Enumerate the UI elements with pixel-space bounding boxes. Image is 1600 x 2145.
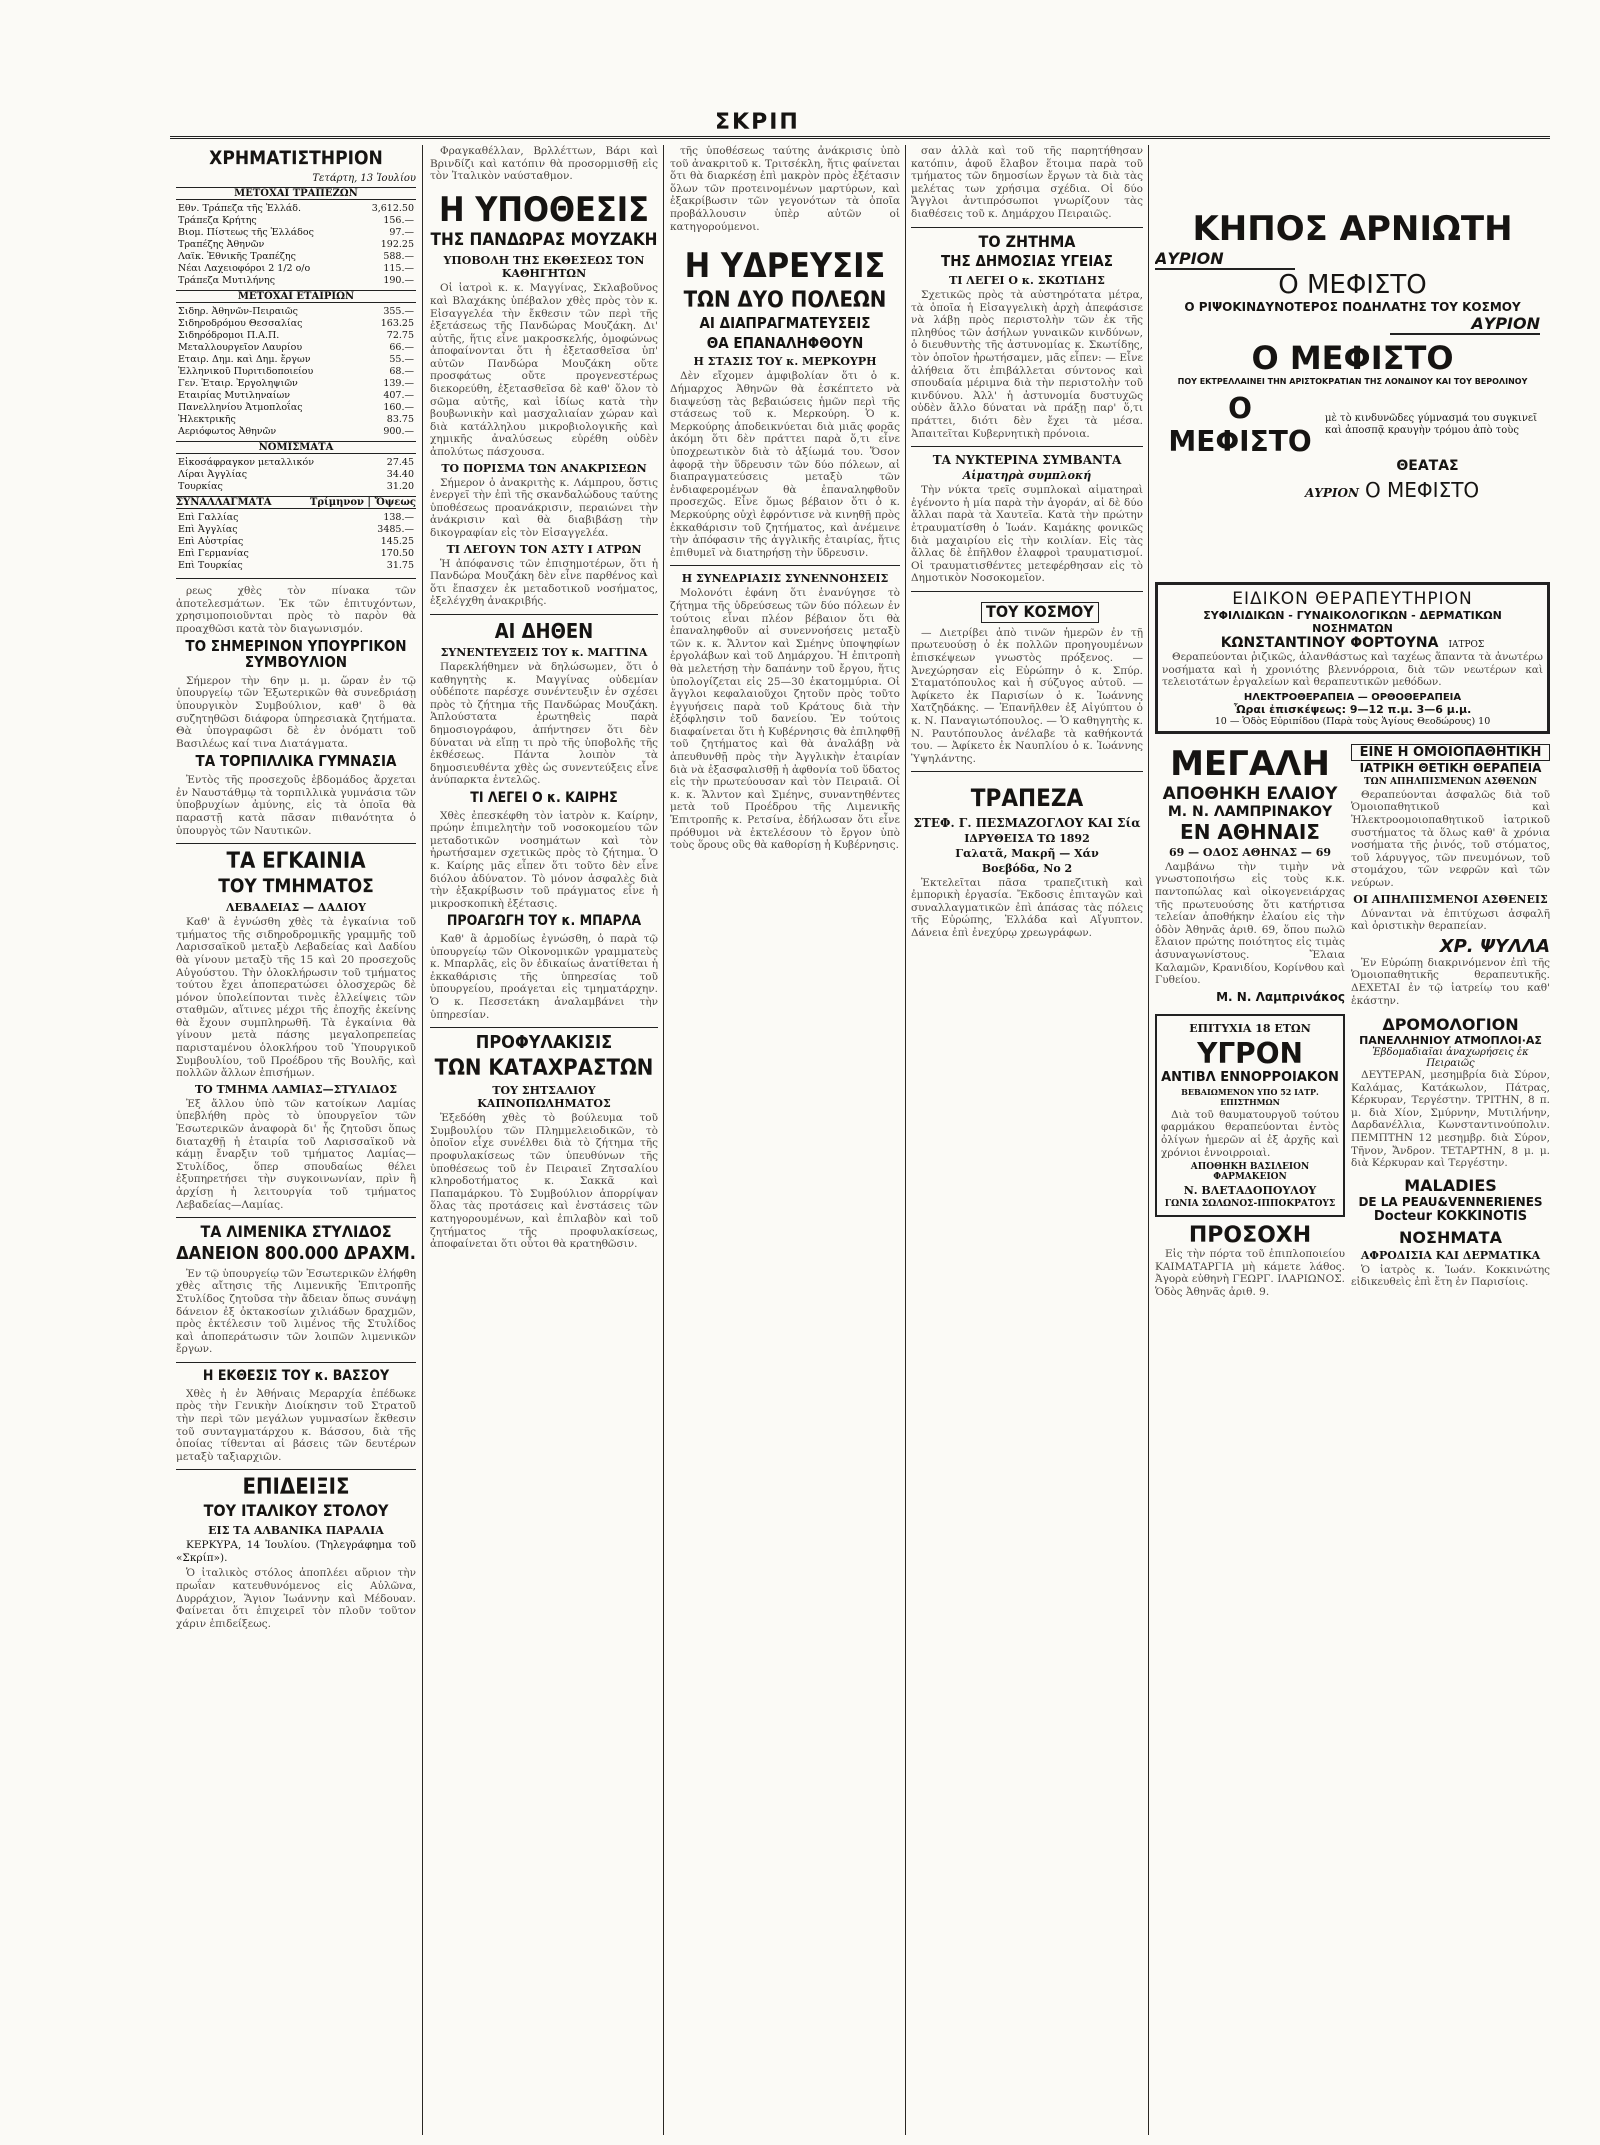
headline-torpedo: ΤΑ ΤΟΡΠΙΛΛΙΚΑ ΓΥΜΝΑΣΙΑ — [195, 752, 397, 771]
homeo-title-4: ΟΙ ΑΠΗΛΠΙΣΜΕΝΟΙ ΑΣΘΕΝΕΙΣ — [1353, 892, 1548, 906]
article-text: Καθ' ἃ ἀρμοδίως ἐγνώσθη, ὁ παρὰ τῷ ὑπουργείῳ τῶν Οἰκονομικῶν γραμματεὺς κ. Μπαρλᾶς, εἰς ὃν ἐδικαίως ἀνατίθεται ἡ ἐκκαθάρισις τῆς ὑπηρεσίας τοῦ ὑπουργείου, προάγεται εἰς τμηματάρχην. Ὁ κ. Πεσσετάκη ἀναλαμβάνει τὴν ὑπηρεσίαν. — [430, 933, 658, 1021]
row-value: 3485.— — [377, 523, 414, 535]
column-rule — [905, 145, 906, 2135]
row-value: 407.— — [383, 389, 414, 401]
maladies-doctor: Docteur KOKKINOTIS — [1373, 1208, 1528, 1224]
divider — [176, 1217, 416, 1218]
oil-title-2: ΑΠΟΘΗΚΗ ΕΛΑΙΟΥ — [1162, 783, 1338, 804]
ad-text: Λαμβάνω τὴν τιμὴν νὰ γνωστοποιήσω εἰς τοὺς κ.κ. παντοπώλας καὶ οἰκογενειάρχας τῆς πρωτευούσης ὅτι κατήρτισα τελείαν ἀποθήκην ἐλαίου εἰς τὴν ὁδὸν Ἀθηνᾶς ἀριθ. 69, ὅπου πωλῶ ἔλαιον πρώτης ποιότητος εἰς τιμὰς ἀσυναγωνίστους. Ἔλαια Καλαμῶν, Κρανιδίου, Κορίνθου καὶ Γυθείου. — [1155, 860, 1345, 987]
table-row — [176, 203, 416, 215]
route-title-2: ΠΑΝΕΛΛΗΝΙΟΥ ΑΤΜΟΠΛΟΙ·ΑΣ — [1359, 1034, 1542, 1048]
oil-owner: Μ. Ν. ΛΑΜΠΡΙΝΑΚΟΥ — [1167, 803, 1333, 820]
row-name: Μεταλλουργεῖον Λαυρίου — [178, 341, 303, 353]
table-row — [176, 354, 416, 366]
fx-table — [176, 512, 416, 572]
table-row — [176, 548, 416, 560]
garden-title: ΚΗΠΟΣ ΑΡΝΙΩΤΗ — [1192, 209, 1513, 249]
headline-inauguration-3: ΛΕΒΑΔΕΙΑΣ — ΔΑΔΙΟΥ — [226, 901, 366, 915]
column-5-ads — [1155, 145, 1550, 2135]
article-text: Χθὲς ἐπεσκέφθη τὸν ἰατρὸν κ. Καίρην, πρώην ἐπιμελητὴν τοῦ νοσοκομείου τῶν μεταδοτικῶν νοσημάτων καὶ τὸν ἠρωτήσαμεν σχετικῶς πρὸς τὸ ζήτημα. Ὁ κ. Καίρης μᾶς εἶπεν ὅτι τοῦτο δὲν εἶνε διόλου ἀδύνατον. Τὸ μόνον ἀσφαλὲς διὰ τὴν ἐξακρίβωσιν τοῦ πράγματος εἶνε ἡ μικροσκοπικὴ ἐξέτασις. — [430, 809, 658, 910]
row-name: Τραπέζης Ἀθηνῶν — [178, 238, 265, 250]
row-value: 97.— — [389, 226, 414, 238]
row-value: 34.40 — [386, 468, 414, 480]
row-name: Επὶ Γερμανίας — [178, 547, 249, 559]
bank-name: ΣΤΕΦ. Γ. ΠΕΣΜΑΖΟΓΛΟΥ ΚΑΙ Σία — [913, 815, 1141, 830]
divider — [430, 614, 658, 615]
row-value: 139.— — [383, 377, 414, 389]
oil-signature: Μ. Ν. Λαμπρινάκος — [1216, 989, 1345, 1004]
divider — [176, 1362, 416, 1363]
row-value: 355.— — [383, 305, 414, 317]
table-row — [176, 390, 416, 402]
row-value: 55.— — [389, 353, 414, 365]
table-row — [176, 469, 416, 481]
divider — [176, 578, 416, 579]
headline-water-2: ΤΩΝ ΔΥΟ ΠΟΛΕΩΝ — [683, 287, 887, 313]
table-row — [176, 330, 416, 342]
ad-text: Θεραπεύονται ῥιζικῶς, ἀλανθάστως καὶ ταχέως ἅπαντα τὰ ἀνωτέρω νοσήματα καὶ ἡ χρονιότης βλεννόρροια, διὰ τῶν νεωτέρων καὶ τελειοτάτων ἐργαλείων καὶ θεραπευτικῶν μεθόδων. — [1162, 651, 1543, 689]
ad-text: Εἰς τὴν πόρτα τοῦ ἐπιπλοποιείου ΚΑΙΜΑΤΑΡΓΙΑ μὴ κάμετε λάθος. Ἀγορὰ εὐθηνὴ ΓΕΩΡΓ. ΙΛΑΡΙΩΝΟΣ. Ὁδὸς Ἀθηνᾶς ἀριθ. 9. — [1155, 1248, 1345, 1298]
headline-vassou: Η ΕΚΘΕΣΙΣ ΤΟΥ κ. ΒΑΣΣΟΥ — [202, 1368, 390, 1385]
clinic-hours: Ὧραι ἐπισκέψεως: 9—12 π.μ. 3—6 μ.μ. — [1233, 702, 1472, 716]
companies-table — [176, 306, 416, 438]
row-name: Βιομ. Πίστεως τῆς Ἑλλάδος — [178, 226, 314, 238]
fx-subtitle: Τρίμηνον | Ὄψεως — [309, 496, 416, 508]
divider — [670, 565, 900, 566]
companies-header: ΜΕΤΟΧΑΙ ΕΤΑΙΡΙΩΝ — [176, 290, 416, 303]
mefisto-text: μὲ τὸ κινδυνῶδες γύμνασμά του συγκινεῖ καὶ ἀποσπᾷ κραυγὴν τρόμου ἀπὸ τοὺς — [1325, 413, 1538, 436]
article-text: Ἡ ἀπόφανσις τῶν ἐπισημοτέρων, ὅτι ἡ Πανδώρα Μουζάκη δὲν εἶνε παρθένος καὶ ὅτι ἔπασχεν ἐκ μεταδοτικοῦ νοσήματος, ἐξελέγχθη ἀνακριβής. — [430, 557, 658, 608]
tomorrow-row — [1305, 478, 1550, 502]
divider — [911, 591, 1143, 592]
headline-water-4: ΘΑ ΕΠΑΝΑΛΗΦΘΟΥΝ — [706, 333, 864, 352]
banks-table — [176, 203, 416, 287]
row-value: 160.— — [383, 401, 414, 413]
column-3 — [670, 145, 900, 2135]
headline-council: ΤΟ ΣΗΜΕΡΙΝΟΝ ΥΠΟΥΡΓΙΚΟΝ ΣΥΜΒΟΥΛΙΟΝ — [185, 637, 407, 672]
headline-prevention-3: ΤΟΥ ΣΗΤΣΑΛΙΟΥ ΚΑΠΝΟΠΩΛΗΜΑΤΟΣ — [477, 1084, 611, 1111]
table-row — [176, 402, 416, 414]
hygro-title-2: ΥΓΡΟΝ — [1197, 1036, 1303, 1070]
row-value: 115.— — [383, 262, 414, 274]
homeo-ad — [1351, 744, 1550, 1302]
homeo-title: ΕΙΝΕ Η ΟΜΟΙΟΠΑΘΗΤΙΚΗ — [1351, 744, 1550, 761]
route-title: ΔΡΟΜΟΛΟΓΙΟΝ — [1382, 1015, 1519, 1035]
fx-header — [176, 496, 416, 509]
hygro-ad — [1155, 1014, 1345, 1217]
maladies-title-2: DE LA PEAU&VENNERIENES — [1358, 1194, 1543, 1209]
column-2 — [430, 145, 658, 2135]
row-name: Τουρκίας — [178, 480, 223, 492]
headline-prevention: ΠΡΟΦΥΛΑΚΙΣΙΣ — [475, 1032, 613, 1054]
headline-inauguration-2: ΤΟΥ ΤΜΗΜΑΤΟΣ — [218, 875, 374, 898]
pharmacy-title: ΑΠΟΘΗΚΗ ΒΑΣΙΛΕΙΟΝ ΦΑΡΜΑΚΕΙΟΝ — [1190, 1162, 1310, 1183]
column-rule — [663, 145, 664, 2135]
article-text: Ἐν τῷ ὑπουργείῳ τῶν Ἐσωτερικῶν ἐλήφθη χθὲς αἴτησις τῆς Λιμενικῆς Ἐπιτροπῆς Στυλίδος ζητοῦσα τὴν ἄδειαν ὅπως συνάψῃ δάνειον ἐξ ὀκτακοσίων χιλιάδων δραχμῶν, πρὸς ἐκτέλεσιν τοῦ λιμένος τῆς Στυλίδος καὶ ἀποπεράτωσιν τῶν λοιπῶν λιμενικῶν ἔργων. — [176, 1267, 416, 1356]
ad-text: Θεραπεύονται ἀσφαλῶς διὰ τοῦ Ὁμοιοπαθητικοῦ καὶ Ἠλεκτροομοιοπαθητικοῦ ἰατρικοῦ συστήματος τὰ ὅλως καθ' ἃ χρόνια νοσήματα τῆς ῥινός, τοῦ στόματος, τοῦ λάρυγγος, τῶν πνευμόνων, τοῦ στομάχου, τῶν νεφρῶν καὶ τῶν νεύρων. — [1351, 788, 1550, 889]
clinic-doctor: ΚΩΝΣΤΑΝΤΙΝΟΥ ΦΟΡΤΟΥΝΑ — [1220, 635, 1439, 651]
headline-demo: ΕΠΙΔΕΙΞΙΣ — [242, 1475, 350, 1501]
table-row — [176, 263, 416, 275]
row-name: Εταιρ. Δημ. καὶ Δημ. ἔργων — [178, 353, 311, 365]
row-name: Επὶ Τουρκίας — [178, 559, 243, 571]
row-name: Νέαι Λαχειοφόροι 2 1/2 ο/ο — [178, 262, 311, 274]
clinic-electro: ΗΛΕΚΤΡΟΘΕΡΑΠΕΙΑ — ΟΡΘΟΘΕΡΑΠΕΙΑ — [1243, 691, 1462, 703]
row-name: Σιδηροδρόμου Θεσσαλίας — [178, 317, 303, 329]
hygro-title-3: ΑΝΤΙΒΛ ΕΝΝΟΡΡΟΙΑΚΟΝ — [1161, 1069, 1339, 1085]
headline-kairis: ΤΙ ΛΕΓΕΙ Ο κ. ΚΑΙΡΗΣ — [470, 789, 618, 806]
headline-case: Η ΥΠΟΘΕΣΙΣ — [438, 189, 650, 230]
pharmacy-name: Ν. ΒΛΕΤΑΔΟΠΟΥΛΟΥ — [1183, 1184, 1317, 1198]
article-text: Τὴν νύκτα τρεῖς συμπλοκαὶ αἱματηραὶ ἐγένοντο ἡ μία παρὰ τὴν ἀγοράν, αἱ δὲ δύο ἄλλαι παρὰ τὰ Χαυτεῖα. Κατὰ τὴν πρώτην ἐτραυματίσθη ὁ Ἰωάν. Καμάκης φονικῶς διὰ μαχαιρίου εἰς τὴν κοιλίαν. Εἰς τὰς ἄλλας δὲ ἐπῆλθον ἐλαφροὶ τραυματισμοί. Οἱ τραυματισθέντες μετεφέρθησαν εἰς τὸ Δημοτικὸν Νοσοκομεῖον. — [911, 484, 1143, 585]
headline-world: ΤΟΥ ΚΟΣΜΟΥ — [981, 602, 1099, 623]
tomorrow-label-2: ΑΥΡΙΟΝ — [1390, 314, 1540, 335]
article-text: Καθ' ἃ ἐγνώσθη χθὲς τὰ ἐγκαίνια τοῦ τμήματος τῆς σιδηροδρομικῆς γραμμῆς τοῦ Λαρισσαϊκοῦ μεταξὺ Λεβαδείας καὶ Δαδίου θὰ γίνουν μεταξὺ τῆς 15 καὶ 20 προσεχοῦς Αὐγούστου. Τὴν ὁλοκλήρωσιν τοῦ τμήματος τούτου ἔχει ἀποπερατώσει ὁλοσχερῶς δὲ μόνον ὑπολείπονται τινὲς ἐλλείψεις τῶν σταθμῶν, αἵτινες μέχρι τῆς ἐποχῆς ἐκείνης θὰ ἔχουν συμπληρωθῆ. Τὰ ἐγκαίνια θὰ γίνουν μετὰ πάσης μεγαλοπρεπείας παρισταμένου ὁλοκλήρου τοῦ Ὑπουργικοῦ Συμβουλίου, τοῦ Προέδρου τῆς Βουλῆς, καὶ πολλῶν ἄλλων ἐπισήμων. — [176, 916, 416, 1080]
headline-meet-2: ΣΥΝΕΝΤΕΥΞΕΙΣ ΤΟΥ κ. ΜΑΓΓΙΝΑ — [440, 645, 648, 659]
row-name: Επὶ Ἀγγλίας — [178, 523, 238, 535]
row-value: 27.45 — [386, 456, 414, 468]
hygro-title-4: ΒΕΒΑΙΩΜΕΝΟΝ ΥΠΟ 52 ΙΑΤΡ. ΕΠΙΣΤΗΜΩΝ — [1181, 1086, 1319, 1107]
corfu-dateline: ΚΕΡΚΥΡΑ, 14 Ἰουλίου. (Τηλεγράφημα τοῦ «Σκρίπ»). — [176, 1539, 416, 1564]
divider — [176, 843, 416, 844]
article-text: Ἐξεδόθη χθὲς τὸ βούλευμα τοῦ Συμβουλίου τῶν Πλημμελειοδικῶν, τὸ ὁποῖον εἶχε συνέλθει διὰ τὸ ζήτημα τῆς προφυλακίσεως τῶν ὑπευθύνων τῆς ὑποθέσεως τοῦ ἐν Πειραιεῖ Ζητσαλίου κληροδοτήματος κ. Σακκᾶ καὶ Παπαμάρκου. Τὸ Συμβούλιον ἀπορρίψαν ὅλας τὰς προτάσεις καὶ ἐνστάσεις τῶν κατηγορουμένων, καὶ ἐπιλαβὸν καὶ τοῦ ζητήματος τῆς προφυλακίσεως, ἀποφαίνεται ὅτι οὗτοι θὰ κρατηθῶσιν. — [430, 1112, 658, 1251]
row-name: Αεριόφωτος Ἀθηνῶν — [178, 425, 277, 437]
table-row — [176, 536, 416, 548]
headline-health-3: ΤΙ ΛΕΓΕΙ Ο κ. ΣΚΩΤΙΔΗΣ — [949, 274, 1105, 288]
row-name: Γεν. Ἑταιρ. Ἐργοληψιῶν — [178, 377, 298, 389]
clinic-doctor-row — [1162, 635, 1543, 651]
pharmacy-address: ΓΩΝΙΑ ΣΩΛΩΝΟΣ-ΙΠΠΟΚΡΑΤΟΥΣ — [1164, 1199, 1336, 1210]
maladies-title: MALADIES — [1404, 1175, 1497, 1195]
column-1 — [176, 145, 416, 2135]
table-row — [176, 426, 416, 438]
headline-promotion: ΠΡΟΑΓΩΓΗ ΤΟΥ κ. ΜΠΑΡΛΑ — [446, 913, 642, 930]
table-row — [176, 378, 416, 390]
article-text: Σχετικῶς πρὸς τὰ αὐστηρότατα μέτρα, τὰ ὁποῖα ἡ Εἰσαγγελικὴ ἀρχὴ ἀπεφάσισε νὰ λάβῃ πρὸς περιστολὴν τῶν ἐκ τῆς πληθύος τῶν ἀσήλων γυναικῶν κινδύνων, ὁ διευθυντὴς τῆς ἀστυνομίας κ. Σκωτίδης, τὸν ὁποῖον ἠρωτήσαμεν, μᾶς εἶπεν: — Εἶνε ἀλήθεια ὅτι ἐπιβάλλεται σύντονος καὶ σπουδαία μέριμνα διὰ τὴν περιστολὴν τοῦ κινδύνου. Ἀλλ' ἡ ἀστυνομία δυστυχῶς οὐδὲν ἄλλο δύναται νὰ πράξῃ παρ' ὅ,τι πράττει, διότι δὲν ἔχει τὰ μέσα. Ἀπαιτεῖται Κυβερνητικὴ πρόνοια. — [911, 289, 1143, 440]
row-name: Τράπεζα Μυτιλήνης — [178, 274, 276, 286]
row-name: Επὶ Γαλλίας — [178, 511, 239, 523]
mefisto-subtitle: Ο ΡΙΨΟΚΙΝΔΥΝΟΤΕΡΟΣ ΠΟΔΗΛΑΤΗΣ ΤΟΥ ΚΟΣΜΟΥ — [1184, 300, 1521, 314]
hygro-title: ΕΠΙΤΥΧΙΑ 18 ΕΤΩΝ — [1189, 1021, 1311, 1035]
oil-city: ΕΝ ΑΘΗΝΑΙΣ — [1180, 819, 1320, 844]
attention-title: ΠΡΟΣΟΧΗ — [1188, 1223, 1312, 1249]
row-value: 83.75 — [386, 413, 414, 425]
row-value: 31.20 — [386, 480, 414, 492]
headline-night-2: Αἱματηρὰ συμπλοκή — [962, 469, 1092, 483]
table-row — [176, 306, 416, 318]
diseases-title: ΝΟΣΗΜΑΤΑ — [1399, 1227, 1502, 1247]
headline-water: Η ΥΔΡΕΥΣΙΣ — [684, 246, 886, 287]
headline-health: ΤΟ ΖΗΤΗΜΑ — [978, 231, 1076, 251]
table-row — [176, 366, 416, 378]
oil-address: 69 — ΟΔΟΣ ΑΘΗΝΑΣ — 69 — [1168, 845, 1332, 859]
row-value: 138.— — [383, 511, 414, 523]
row-value: 170.50 — [380, 547, 414, 559]
headline-astu: ΤΙ ΛΕΓΟΥΝ ΤΟΝ ΑΣΤΥ Ι ΑΤΡΩΝ — [446, 542, 642, 556]
ad-text: ΔΕΥΤΕΡΑΝ, μεσημβρία διὰ Σύρον, Καλάμας, Κατάκωλον, Πάτρας, Κέρκυραν, Τεργέστην. ΤΡΙΤΗΝ, 8 π. μ. διὰ Χίον, Σμύρνην, Μυτιλήνην, Δαρδανέλλια, Κωνσταντινούπολιν. ΠΕΜΠΤΗΝ 12 μεσημβρ. διὰ Σύρον, Τῆνον, Ἄνδρον. ΤΕΤΑΡΤΗΝ, 8 μ. μ. διὰ Κέρκυραν καὶ Τεργέστην. — [1351, 1069, 1550, 1170]
row-value: 66.— — [389, 341, 414, 353]
article-text: Χθὲς ἡ ἐν Ἀθήναις Μεραρχία ἐπέδωκε πρὸς τὴν Γενικὴν Διοίκησιν τοῦ Στρατοῦ τὴν περὶ τῶν μεγάλων γυμνασίων ἔκθεσιν τοῦ συνταγματάρχου κ. Βάσσου, διὰ τῆς ὁποίας τίθενται αἱ βάσεις τῶν δευτέρων μεταξὺ ταξιαρχιῶν. — [176, 1387, 416, 1463]
row-value: 3,612.50 — [371, 202, 414, 214]
mefisto-title: Ο ΜΕΦΙΣΤΟ — [1278, 270, 1427, 300]
ad-text: Ἐν Εὐρώπῃ διακρινόμενον ἐπὶ τῆς Ὁμοιοπαθητικῆς θεραπευτικῆς. ΔΕΧΕΤΑΙ ἐν τῷ ἰατρείῳ του καθ' ἑκάστην. — [1351, 956, 1550, 1007]
row-name: Εταιρίας Μυτιληναίων — [178, 389, 291, 401]
homeo-title-2: ΙΑΤΡΙΚΗ ΘΕΤΙΚΗ ΘΕΡΑΠΕΙΑ — [1359, 760, 1542, 775]
table-row — [176, 227, 416, 239]
article-text: Σήμερον τὴν 6ην μ. μ. ὥραν ἐν τῷ ὑπουργείῳ τῶν Ἐξωτερικῶν θὰ συνεδριάσῃ ὑπουργικὸν Συμβούλιον, καθ' ὃ θὰ συζητηθῶσι διάφορα ὑπηρεσιακὰ ζητήματα. Θὰ ὑπογραφῶσι δὲ ἐν ὀνόματι τοῦ Βασιλέως καί τινα Διατάγματα. — [176, 674, 416, 750]
exchange-date: Τετάρτη, 13 Ἰουλίου — [312, 172, 416, 184]
table-row — [176, 215, 416, 227]
oil-title: ΜΕΓΑΛΗ — [1170, 743, 1330, 784]
clinic-role: ΙΑΤΡΟΣ — [1448, 640, 1485, 650]
row-value: 156.— — [383, 214, 414, 226]
row-name: Λίραι Ἀγγλίας — [178, 468, 248, 480]
article-text: Μολονότι ἐφάνη ὅτι ἐνανύγησε τὸ ζήτημα τῆς ὑδρεύσεως τῶν δύο πόλεων ἐν τούτοις εἶναι πλέον βέβαιον ὅτι θὰ ἐπαναληφθοῦν αἱ συνεννοήσεις μεταξὺ τῶν κ. κ. Ἄλντον καὶ Σμέηνς ὑποψηφίων ἐργολάβων καὶ τοῦ Δημάρχου. Ἡ ἐπιτροπὴ θὰ μελετήσῃ τὴν δαπάνην τοῦ ἔργου, ἥτις ὑπολογίζεται εἰς 25—30 ἑκατομμύρια. Οἱ ἄγγλοι κεφαλαιοῦχοι ζητοῦν πρὸς τοῦτο ἐγγυήσεις παρὰ τοῦ Κράτους διὰ τὴν ἐξόφλησιν τοῦ δανείου. Ἐν τούτοις διαφαίνεται ὅτι ἡ Κυβέρνησις θὰ ἐπιληφθῇ τοῦ ζητήματος καὶ θὰ ἀναλάβῃ νὰ ἀπευθυνθῇ πρὸς τὴν Ἀγγλικὴν ἑταιρίαν διὰ νὰ ἐξασφαλισθῇ ἡ ἀφθονία τοῦ ὕδατος εἰς τὴν πρωτεύουσαν καὶ τὸν Πειραιᾶ. Οἱ κ. κ. Ἄλντον καὶ Σμέηνς, συναντηθέντες μετὰ τοῦ Προέδρου τῆς Λιμενικῆς Ἐπιτροπῆς κ. Ρετσίνα, ἐδήλωσαν ὅτι εἶνε πρόθυμοι νὰ ἐκτελέσουν τὸ ἔργον ὑπὸ τοὺς ὅρους οὓς θὰ καθορίσῃ ἡ Κυβέρνησις. — [670, 587, 900, 852]
headline-result: ΤΟ ΠΟΡΙΣΜΑ ΤΩΝ ΑΝΑΚΡΙΣΕΩΝ — [441, 461, 647, 475]
headline-water-3: ΑΙ ΔΙΑΠΡΑΓΜΑΤΕΥΣΕΙΣ — [699, 313, 871, 332]
article-text: τῆς ὑποθέσεως ταύτης ἀνάκρισις ὑπὸ τοῦ ἀνακριτοῦ κ. Τριτσέκλη, ἥτις φαίνεται ὅτι θὰ διαρκέσῃ ἐπὶ μακρὸν πρὸς ἐξέτασιν ὅλων τῶν προτεινομένων μαρτύρων, καὶ ἐξακρίβωσιν τῶν γεγονότων τὰ ὁποῖα προβάλλουσιν ὑπὲρ αὐτῶν οἱ κατηγορούμενοι. — [670, 145, 900, 233]
coins-header: ΝΟΜΙΣΜΑΤΑ — [176, 441, 416, 454]
row-name: Ἠλεκτρικῆς — [178, 413, 236, 425]
banks-header: ΜΕΤΟΧΑΙ ΤΡΑΠΕΖΩΝ — [176, 187, 416, 200]
row-value: 900.— — [383, 425, 414, 437]
table-row — [176, 457, 416, 469]
clinic-ad — [1155, 582, 1550, 734]
oil-ad — [1155, 744, 1345, 1302]
row-name: Σιδηρόδρομοι Π.Α.Π. — [178, 329, 280, 341]
exchange-title: ΧΡΗΜΑΤΙΣΤΗΡΙΟΝ — [209, 147, 383, 169]
row-value: 588.— — [383, 250, 414, 262]
row-name: Σιδηρ. Ἀθηνῶν-Πειραιῶς — [178, 305, 298, 317]
divider — [176, 1469, 416, 1470]
table-row — [176, 318, 416, 330]
mefisto-row — [1155, 392, 1550, 458]
table-row — [176, 239, 416, 251]
mefisto-title-3: Ο ΜΕΦΙΣΤΟ — [1168, 392, 1312, 458]
bank-address-2: Βοεβόδα, Νο 2 — [981, 861, 1073, 875]
headline-water-5: Η ΣΤΑΣΙΣ ΤΟΥ κ. ΜΕΡΚΟΥΡΗ — [693, 355, 877, 369]
headline-case-3: ΥΠΟΒΟΛΗ ΤΗΣ ΕΚΘΕΣΕΩΣ ΤΟΝ ΚΑΘΗΓΗΤΩΝ — [443, 254, 645, 281]
headline-demo-2: ΤΟΥ ΙΤΑΛΙΚΟΥ ΣΤΟΛΟΥ — [203, 1501, 389, 1521]
headline-night: ΤΑ ΝΥΚΤΕΡΙΝΑ ΣΥΜΒΑΝΤΑ — [932, 453, 1122, 468]
row-value: 72.75 — [386, 329, 414, 341]
bank-title: ΤΡΑΠΕΖΑ — [970, 784, 1084, 813]
tomorrow-label: ΑΥΡΙΟΝ — [1155, 249, 1295, 270]
masthead-title: ΣΚΡΙΠ — [715, 110, 800, 135]
clinic-title: ΕΙΔΙΚΟΝ ΘΕΡΑΠΕΥΤΗΡΙΟΝ — [1232, 589, 1473, 609]
article-text: Σήμερον ὁ ἀνακριτὴς κ. Λάμπρου, ὅστις ἐνεργεῖ τὴν ἐπὶ τῆς σκανδαλώδους ταύτης ὑποθέσεως προανάκρισιν, περαιώνει τὴν ἀνάκρισιν καὶ θὰ διαβιβάσῃ τὴν δικογραφίαν εἰς τὸν Εἰσαγγελέα. — [430, 476, 658, 539]
homeo-title-3: ΤΩΝ ΑΠΗΛΠΙΣΜΕΝΩΝ ΑΣΘΕΝΩΝ — [1363, 776, 1538, 787]
mefisto-title-2: Ο ΜΕΦΙΣΤΟ — [1251, 339, 1454, 377]
bank-founded: ΙΔΡΥΘΕΙΣΑ ΤΩ 1892 — [964, 831, 1090, 845]
headline-prevention-2: ΤΩΝ ΚΑΤΑΧΡΑΣΤΩΝ — [434, 1056, 654, 1082]
headline-inauguration: ΤΑ ΕΓΚΑΙΝΙΑ — [226, 849, 366, 875]
row-value: 192.25 — [380, 238, 414, 250]
ad-text: Ὁ ἰατρὸς κ. Ἰωάν. Κοκκινώτης εἰδικευθεὶς ἐπὶ ἔτη ἐν Παρισίοις. — [1351, 1263, 1550, 1289]
table-row — [176, 251, 416, 263]
route-title-3: Ἑβδομαδιαῖαι ἀναχωρήσεις ἐκ Πειραιῶς — [1372, 1047, 1529, 1070]
article-text: Οἱ ἰατροὶ κ. κ. Μαγγίνας, Σκλαβοῦνος καὶ Βλαχάκης ὑπέβαλον χθὲς πρὸς τὸν κ. Εἰσαγγελέα τὴν ἔκθεσιν τῶν περὶ τῆς ἐξετάσεως τῆς Πανδώρας Μουζάκη. Δι' αὐτῆς, ἥτις εἶνε μακροσκελής, ὁμοφώνως ἀποφαίνονται ὅτι ἡ ἐξετασθεῖσα ὑπ' αὐτῶν Πανδώρα Μουζάκη οὔτε προσφάτως οὔτε προγενεστέρως διεκορεύθη, ἐξετασθεῖσα δὲ καθ' ὅλον τὸ σῶμα αὐτῆς, καὶ ἰδίως κατὰ τὴν βουβωνικὴν καὶ μασχαλιαίαν χώραν καὶ διὰ κατάλληλου μικροβιολογικῆς καὶ χημικῆς ἀναλύσεως εὑρέθη οὐδὲν ἀπολύτως πάσχουσα. — [430, 282, 658, 459]
row-name: Τράπεζα Κρήτης — [178, 214, 257, 226]
article-text: Δὲν εἴχομεν ἀμφιβολίαν ὅτι ὁ κ. Δήμαρχος Ἀθηνῶν θὰ ἐσκέπτετο νὰ διαψεύσῃ τὰς βεβαιώσεις ἡμῶν περὶ τῆς στάσεως τοῦ κ. Μερκούρη. Ὁ κ. Μερκούρης ἀποδεικνύεται διὰ μιᾶς φορᾶς ἀκόμη ὅτι δὲν πράττει παρὰ ὅ,τι εἶνε ὑποχρεωτικὸν διὰ τὸ ἀξίωμά του. Ὅσον ἀφορᾷ τὴν ὕδρευσιν τῶν δύο πόλεων, αἱ διαπραγματεύσεις μεταξὺ τῶν ἐνδιαφερομένων θὰ ἐπαναληφθοῦν προσεχῶς. Εἶνε ὅμως βέβαιον ὅτι ὁ κ. Μερκούρης οὐχὶ ἐφρόντισε νὰ κινηθῇ πρὸς ἐκκαθάρισιν τοῦ ζητήματος, καὶ ἀνέμεινε τὴν ἀπόφασιν τῆς ἀγγλικῆς ἑταιρίας, ἥτις ἐπιθυμεῖ νὰ διατηρήσῃ τὴν ὕδρευσιν. — [670, 370, 900, 559]
divider — [911, 446, 1143, 447]
article-text: ρεως χθὲς τὸν πίνακα τῶν ἀποτελεσμάτων. Ἐκ τῶν ἐπιτυχόντων, χρησιμοποιοῦνται πρὸς τὸ παρὸν θὰ προαχθῶσι κατὰ τὸν διαγωνισμόν. — [176, 584, 416, 635]
row-value: 190.— — [383, 274, 414, 286]
coins-table — [176, 457, 416, 493]
masthead-rule — [170, 118, 1550, 139]
divider — [911, 227, 1143, 228]
headline-health-2: ΤΗΣ ΔΗΜΟΣΙΑΣ ΥΓΕΙΑΣ — [941, 252, 1113, 271]
divider — [430, 1027, 658, 1028]
column-4 — [911, 145, 1143, 2135]
table-row — [176, 414, 416, 426]
ad-text: Δύνανται νὰ ἐπιτύχωσι ἀσφαλῆ καὶ ὁριστικὴν θεραπείαν. — [1351, 907, 1550, 933]
article-text: σαν ἀλλὰ καὶ τοῦ τῆς παρητήθησαν κατόπιν, ἀφοῦ ἔλαβον ἕτοιμα παρὰ τοῦ τμήματος τῶν δημοσίων ἔργων τὰ διὰ τὰς μελέτας των χρήσιμα σχέδια. Οἱ δύο Ἄγγλοι ἀντιπρόσωποι γνωρίζουν τὰς διαθέσεις τοῦ κ. Δημάρχου Πειραιῶς. — [911, 145, 1143, 220]
table-row — [176, 512, 416, 524]
ads-row — [1155, 744, 1550, 1302]
row-name: Εἰκοσάφραγκον μεταλλικόν — [178, 456, 314, 468]
clinic-subtitle: ΣΥΦΙΛΙΔΙΚΩΝ - ΓΥΝΑΙΚΟΛΟΓΙΚΩΝ - ΔΕΡΜΑΤΙΚΩΝ ΝΟΣΗΜΑΤΩΝ — [1203, 609, 1502, 635]
row-name: Λαϊκ. Ἐθνικῆς Τραπέζης — [178, 250, 296, 262]
row-name: Επὶ Αὐστρίας — [178, 535, 244, 547]
row-value: 68.— — [389, 365, 414, 377]
article-text: Ἐντὸς τῆς προσεχοῦς ἑβδομάδος ἄρχεται ἐν Ναυστάθμῳ τὰ τορπιλλικὰ γυμνάσια τῶν ὑποβρυχίων ἀμύνης, εἰς τὰ ὁποῖα θὰ παραστῇ κατὰ πᾶσαν πιθανότητα ὁ ὑπουργὸς τῶν Ναυτικῶν. — [176, 774, 416, 837]
diseases-title-2: ΑΦΡΟΔΙΣΙΑ ΚΑΙ ΔΕΡΜΑΤΙΚΑ — [1360, 1248, 1541, 1262]
article-text: Παρεκλήθημεν νὰ δηλώσωμεν, ὅτι ὁ καθηγητὴς κ. Μαγγίνας οὐδεμίαν οὐδέποτε παρέσχε συνέντευξιν ἐν σχέσει πρὸς τὸ ζήτημα τῆς Πανδώρας Μουζάκη. Ἁπλούστατα ἐρωτηθεὶς παρὰ δημοσιογράφου, ἀπήντησεν ὅτι δὲν δύναται νὰ εἴπῃ τι πρὸ τῆς ὑποβολῆς τῆς ἐκθέσεως. Πάντα λοιπὸν τὰ δημοσιευθέντα χθὲς ὡς συνεντεύξεις εἶνε ἀνύπαρκτα ἐντελῶς. — [430, 660, 658, 787]
homeo-signature: ΧΡ. ΨΥΛΛΑ — [1439, 935, 1550, 957]
table-row — [176, 342, 416, 354]
headline-lamia: ΤΟ ΤΜΗΜΑ ΛΑΜΙΑΣ—ΣΤΥΛΙΔΟΣ — [195, 1082, 397, 1096]
article-text: Ἐξ ἄλλου ὑπὸ τῶν κατοίκων Λαμίας ὑπεβλήθη πρὸς τὸ ὑπουργεῖον τῶν Ἐσωτερικῶν ἀναφορὰ δι' ἧς ζητοῦσι ὅπως διαταχθῇ ἡ ἑταιρία τοῦ Λαρισσαϊκοῦ νὰ κάμῃ ἔναρξιν τοῦ τμήματος Λαμίας—Στυλίδος, ὅπερ σπουδαίως θέλει ἐξυπηρετήσει τὴν συγκοινωνίαν, πρὶν ἢ ἀρχίσῃ ἡ λειτουργία τοῦ τμήματος Λεβαδείας—Λαμίας. — [176, 1097, 416, 1211]
spectators-label: ΘΕΑΤΑΣ — [1396, 458, 1459, 474]
row-value: 163.25 — [380, 317, 414, 329]
column-rule — [1148, 145, 1149, 2135]
tomorrow-label-3: ΑΥΡΙΟΝ — [1305, 486, 1359, 500]
table-row — [176, 481, 416, 493]
article-text: Ὁ ἰταλικὸς στόλος ἀποπλέει αὔριον τὴν πρωΐαν κατευθυνόμενος εἰς Αὐλῶνα, Δυρράχιον, Ἅγιον Ἰωάννην καὶ Μέδουαν. Φαίνεται ὅτι ἐπιχειρεῖ τὸν πλοῦν τοῦτον χάριν ἐπιδείξεως. — [176, 1567, 416, 1630]
headline-meet: ΑΙ ΔΗΘΕΝ — [494, 618, 594, 643]
headline-case-2: ΤΗΣ ΠΑΝΔΩΡΑΣ ΜΟΥΖΑΚΗ — [430, 230, 658, 251]
headline-loan: ΔΑΝΕΙΟΝ 800.000 ΔΡΑΧΜ. — [176, 1242, 416, 1264]
row-value: 31.75 — [386, 559, 414, 571]
article-text: Ἐκτελεῖται πᾶσα τραπεζιτικὴ καὶ ἐμπορικὴ ἐργασία. Ἔκδοσις ἐπιταγῶν καὶ συναλλαγματικῶν ἐπὶ ἁπάσας τὰς πόλεις τῆς Εὐρώπης, Ἑλλάδα καὶ Αἴγυπτον. Δάνεια ἐπὶ ἐνεχύρῳ χρεωγράφων. — [911, 876, 1143, 939]
article-text: Φραγκαθέλλαν, Βρλλέττων, Βάρι καὶ Βρινδίζι καὶ κατόπιν θὰ προσορμισθῇ εἰς τὸν Ἰταλικὸν ναύσταθμον. — [430, 145, 658, 183]
headline-ports: ΤΑ ΛΙΜΕΝΙΚΑ ΣΤΥΛΙΔΟΣ — [200, 1222, 392, 1242]
row-name: Ἑλληνικοῦ Πυριτιδοποιείου — [178, 365, 314, 377]
mefisto-subtitle-2: ΠΟΥ ΕΚΤΡΕΛΛΑΙΝΕΙ ΤΗΝ ΑΡΙΣΤΟΚΡΑΤΙΑΝ ΤΗΣ ΛΟΝΔΙΝΟΥ ΚΑΙ ΤΟΥ ΒΕΡΟΛΙΝΟΥ — [1177, 377, 1528, 386]
row-name: Εθν. Τράπεζα τῆς Ἑλλάδ. — [178, 202, 302, 214]
row-name: Πανελληνίου Ἀτμοπλοΐας — [178, 401, 303, 413]
divider — [911, 771, 1143, 772]
fx-title: ΣΥΝΑΛΛΑΓΜΑΤΑ — [176, 496, 272, 508]
bank-address: Γαλατᾶ, Μακρῆ — Χάν — [955, 846, 1099, 860]
ad-text: Διὰ τοῦ θαυματουργοῦ τούτου φαρμάκου θεραπεύονται ἐντὸς ὀλίγων ἡμερῶν αἱ ἐξ ἀρχῆς καὶ χρόνιοι ἐννοιρροιαὶ. — [1161, 1108, 1339, 1159]
row-value: 145.25 — [380, 535, 414, 547]
table-row — [176, 560, 416, 572]
headline-demo-3: ΕΙΣ ΤΑ ΑΛΒΑΝΙΚΑ ΠΑΡΑΛΙΑ — [208, 1524, 384, 1538]
mefisto-title-4: Ο ΜΕΦΙΣΤΟ — [1364, 478, 1480, 502]
headline-final: Η ΣΥΝΕΔΡΙΑΣΙΣ ΣΥΝΕΝΝΟΗΣΕΙΣ — [681, 572, 889, 586]
table-row — [176, 524, 416, 536]
table-row — [176, 275, 416, 287]
article-text: — Διετρίβει ἀπὸ τινῶν ἡμερῶν ἐν τῇ πρωτευούσῃ ὁ ἐκ πολλῶν προηγουμένων ἐπισκέψεων γνωστὸς πρόξενος. — Ἀνεχώρησαν εἰς Εὐρώπην ὁ κ. Σπύρ. Σταματόπουλος καὶ ἡ σύζυγος αὐτοῦ. — Ἀφίκετο ἐκ Παρισίων ὁ κ. Ἰωάννης Χατζηδάκης. — Ἐπανῆλθεν ἐξ Αἰγύπτου ὁ κ. Ν. Παναγιωτόπουλος. — Ὁ καθηγητὴς κ. Ν. Ραυτόπουλος ἀνέλαβε τὰ καθήκοντά του. — Ἀφίκετο ἐκ Ναυπλίου ὁ κ. Ἰωάννης Ὑψηλάντης. — [911, 626, 1143, 765]
column-rule — [422, 145, 423, 2135]
clinic-address: 10 — Ὁδὸς Εὐριπίδου (Παρὰ τοὺς Ἁγίους Θεοδώρους) 10 — [1214, 715, 1491, 727]
